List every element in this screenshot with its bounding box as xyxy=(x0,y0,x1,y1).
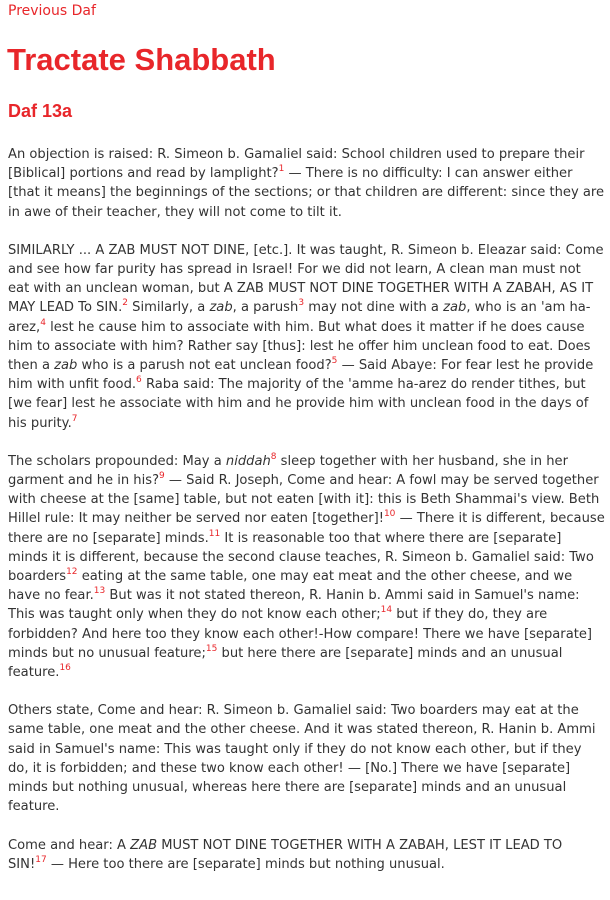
text-run: An objection is raised: R. Simeon b. Gamaliel said: School children used to prepare their [Biblical] portions and read by lamplight? xyxy=(8,147,585,182)
text-run: sleep together with her husband, she in her garment and he in his? xyxy=(8,453,568,489)
paragraph xyxy=(8,836,605,874)
paragraph xyxy=(8,145,605,222)
text-run: — There it is different, because there are no [separate] minds. xyxy=(8,511,605,546)
text-run: — There is no difficulty: I can answer either [that it means] the beginnings of the sections; or that children are different: since they are in awe of their teacher, they will not come to tilt it. xyxy=(8,166,605,220)
text-run: but if they do, they are forbidden? And here too they know each other!-How compare! There we have [separate] minds but no unusual feature; xyxy=(8,607,593,661)
italic-term: zab xyxy=(209,300,233,316)
text-run: The scholars propounded: May a xyxy=(8,453,226,469)
text-run: who is a parush not eat unclean food? xyxy=(77,358,332,374)
paragraph xyxy=(8,241,605,433)
text-run: It is reasonable too that where there are [separate] minds it is different, because the second clause teaches, R. Simeon b. Gamaliel said: Two boarders xyxy=(8,530,594,585)
text-run: , who is an 'am ha-arez, xyxy=(8,300,591,335)
footnote-marker[interactable]: 1 xyxy=(278,164,285,175)
previous-daf-link[interactable]: Previous Daf xyxy=(8,3,96,19)
footnote-marker[interactable]: 15 xyxy=(205,643,218,654)
text-run: may not dine with a xyxy=(304,300,444,316)
footnote-marker[interactable]: 6 xyxy=(136,375,142,386)
footnote-marker[interactable]: 3 xyxy=(298,298,305,309)
text-run: , a parush xyxy=(232,300,299,316)
text-run: Similarly, a xyxy=(127,300,210,316)
text-run: SIMILARLY ... A ZAB MUST NOT DINE, [etc.]. It was taught, R. Simeon b. Eleazar said: Come and see how far purity has spread in Israel! For we did not learn, A clean man must not eat with an unclean woman, but A ZAB MUST NOT DINE TOGETHER WITH A ZABAH, AS IT MAY LEAD To SIN. xyxy=(8,242,604,316)
text-run: — Said R. Joseph, Come and hear: A fowl may be served together with cheese at the [same] table, but not eaten [with it]: this is Beth Shammai's view. Beth Hillel rule: It may neither be served nor eaten [together]! xyxy=(8,473,600,527)
footnote-marker[interactable]: 13 xyxy=(93,586,106,597)
footnote-marker[interactable]: 8 xyxy=(270,451,277,462)
text-run: eating at the same table, one may eat meat and the other cheese, and we have no fear. xyxy=(8,569,573,604)
italic-term: zab xyxy=(443,300,467,316)
text-run: lest he cause him to associate with him. But what does it matter if he does cause him to associate with him? Rather say [thus]: lest he offer him unclean food to eat. Does then a xyxy=(8,319,591,374)
text-run: — Here too there are [separate] minds but nothing unusual. xyxy=(46,856,445,872)
text-run: MUST NOT DINE TOGETHER WITH A ZABAH, LEST IT LEAD TO SIN! xyxy=(8,837,563,872)
footnote-marker[interactable]: 17 xyxy=(35,854,47,865)
text-run: — Said Abaye: For fear lest he provide him with unfit food. xyxy=(8,358,594,393)
italic-term: ZAB xyxy=(130,837,158,853)
footnote-marker[interactable]: 4 xyxy=(40,317,46,328)
talmud-text xyxy=(8,145,605,893)
footnote-marker[interactable]: 10 xyxy=(383,509,396,520)
page-title: Tractate Shabbath xyxy=(7,42,276,77)
italic-term: niddah xyxy=(225,453,271,469)
text-run: but here there are [separate] minds and an unusual feature. xyxy=(8,645,563,681)
daf-heading: Daf 13a xyxy=(8,101,73,121)
footnote-marker[interactable]: 11 xyxy=(208,528,221,539)
italic-term: zab xyxy=(54,358,78,374)
footnote-marker[interactable]: 2 xyxy=(122,298,128,309)
text-run: Others state, Come and hear: R. Simeon b. Gamaliel said: Two boarders may eat at the same table, one meat and the other cheese. And it was stated thereon, R. Hanin b. Ammi said in Samuel's name: This was taught only if they do not know each other, but if they do, it is forbidden; and these two know each other! — [No.] There we have [separate] minds but nothing unusual, whereas here there are [separate] minds and an unusual feature. xyxy=(8,703,596,815)
text-run: Come and hear: A xyxy=(8,837,131,853)
footnote-marker[interactable]: 7 xyxy=(71,413,78,424)
footnote-marker[interactable]: 5 xyxy=(331,356,338,367)
text-run: Raba said: The majority of the 'amme ha-arez do render tithes, but [we fear] lest he associate with him and he provide him with unclean food in the days of his purity. xyxy=(8,377,589,431)
footnote-marker[interactable]: 16 xyxy=(59,663,71,674)
text-run: But was it not stated thereon, R. Hanin b. Ammi said in Samuel's name: This was taught only when they do not know each other; xyxy=(8,588,580,623)
footnote-marker[interactable]: 12 xyxy=(66,567,78,578)
footnote-marker[interactable]: 9 xyxy=(159,471,165,482)
paragraph xyxy=(8,701,605,816)
paragraph xyxy=(8,452,605,682)
footnote-marker[interactable]: 14 xyxy=(380,605,393,616)
